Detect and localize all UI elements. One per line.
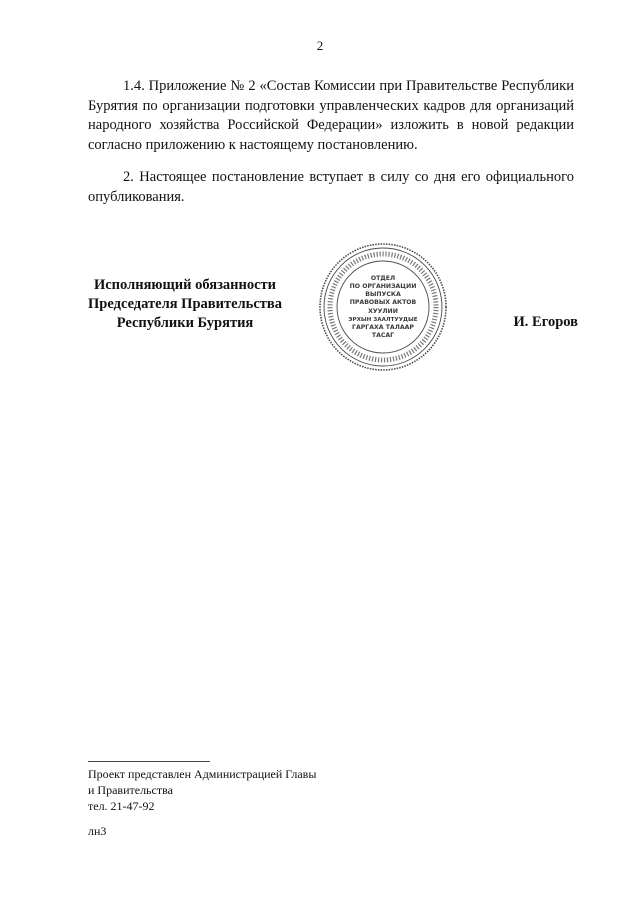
signatory-title-line: Республики Бурятия (116, 315, 254, 331)
paragraph-item-2: 2. Настоящее постановление вступает в силу со дня его официального опубликования. (88, 169, 574, 205)
signatory-title-line: Председателя Правительства (88, 296, 282, 312)
paragraph-item-1-4: 1.4. Приложение № 2 «Состав Комиссии при Правительстве Республики Бурятия по организации подготовки управленческих кадров для организаций народного хозяйства Российской Федерации» изложить в новой редакции согласно приложению к настоящему постановлению. (88, 78, 574, 153)
seal-inner-line: ЭРХЫН ЗААЛТУУДЫЕ (348, 317, 418, 323)
signatory-title-line: Исполняющий обязанности (93, 277, 277, 293)
footer-note (88, 766, 316, 814)
document-code: лн3 (88, 824, 107, 838)
official-seal-stamp (316, 240, 450, 374)
seal-inner-line: ПО ОРГАНИЗАЦИИ (349, 283, 417, 290)
signatory-title (70, 276, 300, 333)
seal-inner-line: ГАРГАХА ТАЛААР (352, 324, 414, 331)
footer-divider (88, 761, 210, 762)
footer-line: и Правительства (88, 783, 173, 797)
seal-inner-line: ХУУЛИИ (368, 308, 398, 315)
page-number: 2 (316, 38, 324, 53)
seal-inner-line: ВЫПУСКА (365, 291, 401, 298)
seal-inner-line: ОТДЕЛ (370, 275, 396, 282)
footer-line: Проект представлен Администрацией Главы (88, 767, 317, 781)
seal-inner-line: ТАСАГ (371, 332, 395, 339)
seal-inner-line: ПРАВОВЫХ АКТОВ (349, 299, 417, 306)
signer-name: И. Егоров (513, 314, 578, 330)
footer-phone: тел. 21-47-92 (88, 799, 155, 813)
